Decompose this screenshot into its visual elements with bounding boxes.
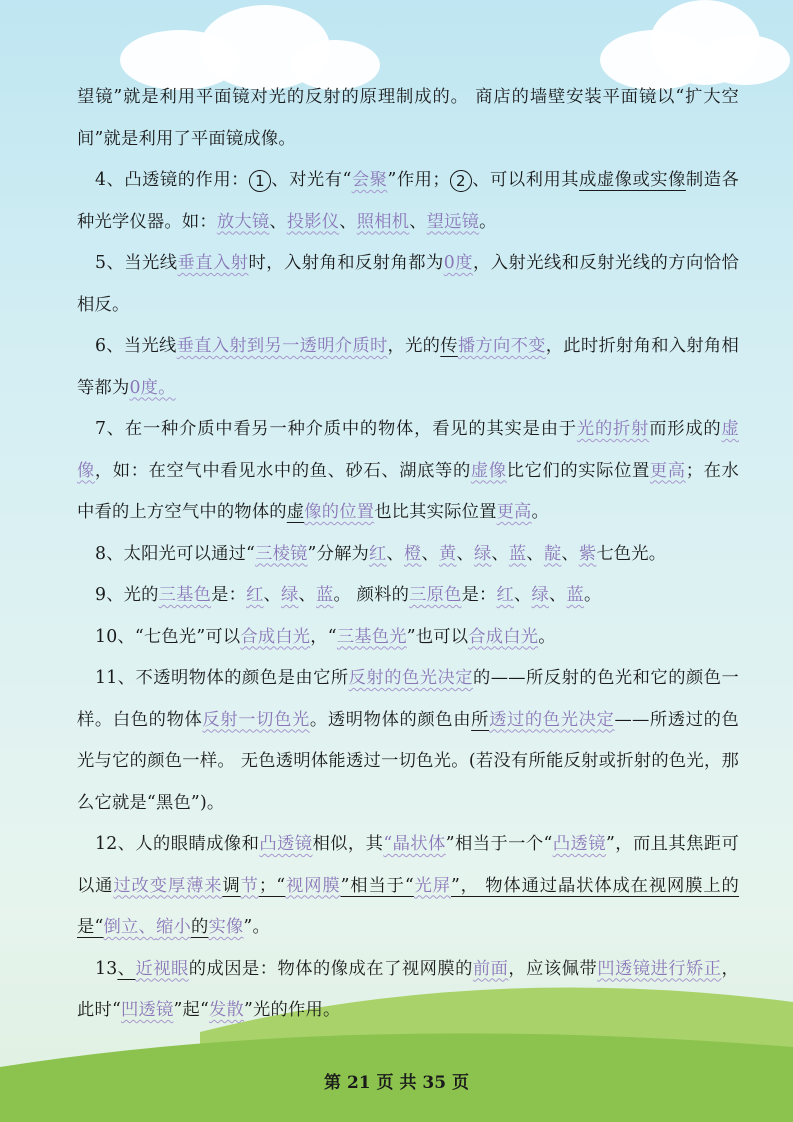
highlighted-term: 蓝 xyxy=(566,585,584,605)
paragraph xyxy=(77,534,739,576)
text: 的成因是：物体的像成在了视网膜的 xyxy=(188,958,473,979)
highlighted-term: 凸透镜 xyxy=(552,834,606,854)
highlighted-term: 照相机 xyxy=(356,211,410,232)
text: 。 xyxy=(479,211,497,232)
highlighted-term: 0度。 xyxy=(129,377,176,398)
text: 、 xyxy=(526,543,544,564)
text: 12、人的眼睛成像和 xyxy=(95,834,260,854)
paragraph xyxy=(77,409,739,534)
text: ，应该佩带 xyxy=(508,958,598,979)
highlighted-term: 会聚 xyxy=(351,170,388,190)
text: 的——所反射的色光和它的颜色一样。白色的物体 xyxy=(77,668,739,730)
highlighted-term: 三基色 xyxy=(158,585,212,605)
text: 、 xyxy=(339,211,357,232)
text: ”，而且其焦距可以通 xyxy=(77,834,739,896)
highlighted-term: 望远镜 xyxy=(426,211,480,232)
text: 。 xyxy=(538,626,556,647)
text: 、 xyxy=(269,211,287,232)
circled-number: 2 xyxy=(450,170,472,192)
text: 4、凸透镜的作用： xyxy=(95,170,249,190)
text: 相似，其 xyxy=(312,834,384,854)
highlighted-term: 黄 xyxy=(438,543,457,564)
circled-number: 1 xyxy=(249,170,271,192)
highlighted-term: 透过的色光决定 xyxy=(489,709,615,730)
highlighted-term: 0度 xyxy=(443,253,473,273)
highlighted-term: 绿 xyxy=(531,585,549,605)
highlighted-term: 播方向不变 xyxy=(457,336,546,356)
underlined-text: ”， 物体通过晶状体成在视网膜上的是“ xyxy=(77,875,740,937)
text: 而形成的 xyxy=(649,419,722,439)
highlighted-term: 虚像 xyxy=(470,460,507,481)
text: 、 xyxy=(298,585,316,605)
text: 、 xyxy=(409,211,427,232)
text: 、 xyxy=(386,543,404,564)
highlighted-term: 凹透镜 xyxy=(121,1000,174,1020)
highlighted-term: 光屏 xyxy=(413,875,451,896)
highlighted-term: 节 xyxy=(240,875,259,896)
highlighted-term: 红 xyxy=(369,543,387,564)
highlighted-term: 合成白光 xyxy=(468,626,539,647)
underlined-text: 成虚像或实像 xyxy=(579,170,686,190)
highlighted-term: 更高 xyxy=(649,460,686,481)
highlighted-term: 橙 xyxy=(404,543,422,564)
highlighted-term: 光的折射 xyxy=(576,419,650,439)
text: 也比其实际位置 xyxy=(374,502,497,522)
highlighted-term: 绿 xyxy=(473,543,492,564)
highlighted-term: 垂直入射到另一透明介质时 xyxy=(176,336,388,356)
text: 是： xyxy=(461,585,497,605)
text: 、 xyxy=(263,585,282,605)
text: 、 xyxy=(514,585,532,605)
highlighted-term: 实像 xyxy=(208,917,244,937)
highlighted-term: 三基色光 xyxy=(336,626,407,647)
paragraph xyxy=(77,160,739,243)
text: ，如：在空气中看见水中的鱼、砂石、湖底等的 xyxy=(94,460,471,481)
text: 比它们的实际位置 xyxy=(506,460,650,481)
paragraph xyxy=(77,575,739,617)
highlighted-term: 缩小 xyxy=(155,917,191,937)
text: ”也可以 xyxy=(406,626,469,647)
text: ；在水中看的上方空气中的物体的 xyxy=(77,460,739,522)
highlighted-term: 过改变厚薄来 xyxy=(113,875,223,896)
text: ，此时折射角和入射角相等都为 xyxy=(77,336,739,398)
text: 。 颜料的 xyxy=(333,585,410,605)
text: ，入射光线和反射光线的方向恰恰相反。 xyxy=(77,253,739,315)
text: 7、在一种介质中看另一种介质中的物体，看见的其实是由于 xyxy=(95,419,577,439)
text: ”作用； xyxy=(387,170,450,190)
paragraph xyxy=(77,949,739,1032)
underlined-text: 的 xyxy=(190,917,209,937)
highlighted-term: 凹透镜进行矫正 xyxy=(597,958,722,979)
text: ”起“ xyxy=(173,1000,210,1020)
highlighted-term: 放大镜 xyxy=(216,211,270,232)
underlined-text: ；“ xyxy=(258,875,286,896)
text: ，“ xyxy=(310,626,337,647)
paragraph xyxy=(77,77,739,160)
text: 是： xyxy=(211,585,247,605)
highlighted-term: 蓝 xyxy=(508,543,527,564)
paragraph xyxy=(77,326,739,409)
text: 望镜”就是利用平面镜对光的反射的原理制成的。 商店的墙壁安装平面镜以“扩大空间”就是利用了平面镜成像。 xyxy=(77,87,739,149)
text: ，光的 xyxy=(387,336,441,356)
underlined-text: 虚 xyxy=(286,502,305,522)
document-body xyxy=(77,77,739,1032)
highlighted-term: 绿 xyxy=(281,585,299,605)
highlighted-term: 像的位置 xyxy=(304,502,375,522)
text: ”分解为 xyxy=(307,543,370,564)
paragraph xyxy=(77,824,739,949)
text: ”光的作用。 xyxy=(243,1000,341,1020)
highlighted-term: 更高 xyxy=(496,502,532,522)
text: 8、太阳光可以通过“ xyxy=(95,543,256,564)
text: ”。 xyxy=(243,917,270,937)
highlighted-term: 虚像 xyxy=(77,419,739,481)
underlined-text: 调 xyxy=(222,875,241,896)
text: 6、当光线 xyxy=(95,336,177,356)
highlighted-term: 反射一切色光 xyxy=(202,709,310,730)
highlighted-term: “晶状体 xyxy=(383,834,446,854)
text: 。 xyxy=(531,502,550,522)
underlined-text: 传 xyxy=(440,336,458,356)
text: 11、不透明物体的颜色是由它所 xyxy=(95,668,349,688)
highlighted-term: 前面 xyxy=(472,958,509,979)
highlighted-term: 倒立、 xyxy=(103,917,156,937)
text: ——所透过的色光与它的颜色一样。 无色透明体能透过一切色光。(若没有所能反射或折射的色光，那么它就是“黑色”)。 xyxy=(77,709,740,813)
highlighted-term: 三原色 xyxy=(409,585,462,605)
text: 。透明物体的颜色由 xyxy=(309,709,472,730)
text: 、 xyxy=(456,543,474,564)
highlighted-term: 红 xyxy=(496,585,515,605)
highlighted-term: 凸透镜 xyxy=(259,834,313,854)
highlighted-term: 三棱镜 xyxy=(255,543,308,564)
highlighted-term: 反射的色光决定 xyxy=(348,668,474,688)
highlighted-term: 蓝 xyxy=(316,585,334,605)
highlighted-term: 视网膜 xyxy=(285,875,341,896)
text: 5、当光线 xyxy=(95,253,178,273)
text: 时，入射角和反射角都为 xyxy=(248,253,444,273)
page-number: 第 21 页 共 35 页 xyxy=(324,1073,469,1093)
text: 。 xyxy=(583,585,602,605)
highlighted-term: 合成白光 xyxy=(240,626,311,647)
highlighted-term: 红 xyxy=(246,585,264,605)
text: 、 xyxy=(548,585,567,605)
highlighted-term: 靛 xyxy=(543,543,562,564)
highlighted-term: 紫 xyxy=(578,543,597,564)
highlighted-term: 发散 xyxy=(209,1000,244,1020)
text: 、 xyxy=(421,543,439,564)
text: 七色光。 xyxy=(596,543,667,564)
text: 、可以利用其 xyxy=(471,170,580,190)
underlined-text: ”相当于“ xyxy=(340,875,414,896)
paragraph xyxy=(77,243,739,326)
underlined-text: 、 xyxy=(117,958,136,979)
text: 13 xyxy=(95,958,118,979)
text: 10、“七色光”可以 xyxy=(95,626,241,647)
underlined-text: 所 xyxy=(471,709,490,730)
text: 、 xyxy=(561,543,579,564)
text: 、 xyxy=(491,543,509,564)
highlighted-term: 投影仪 xyxy=(286,211,340,232)
text: ”相当于一个“ xyxy=(445,834,553,854)
text: 制造各种光学仪器。如： xyxy=(77,170,739,232)
text: 、对光有“ xyxy=(270,170,352,190)
text: 9、光的 xyxy=(95,585,159,605)
highlighted-term: 垂直入射 xyxy=(177,253,249,273)
highlighted-term: 近视眼 xyxy=(135,958,189,979)
text: ，此时“ xyxy=(77,958,740,1020)
paragraph xyxy=(77,658,739,824)
paragraph xyxy=(77,617,739,659)
